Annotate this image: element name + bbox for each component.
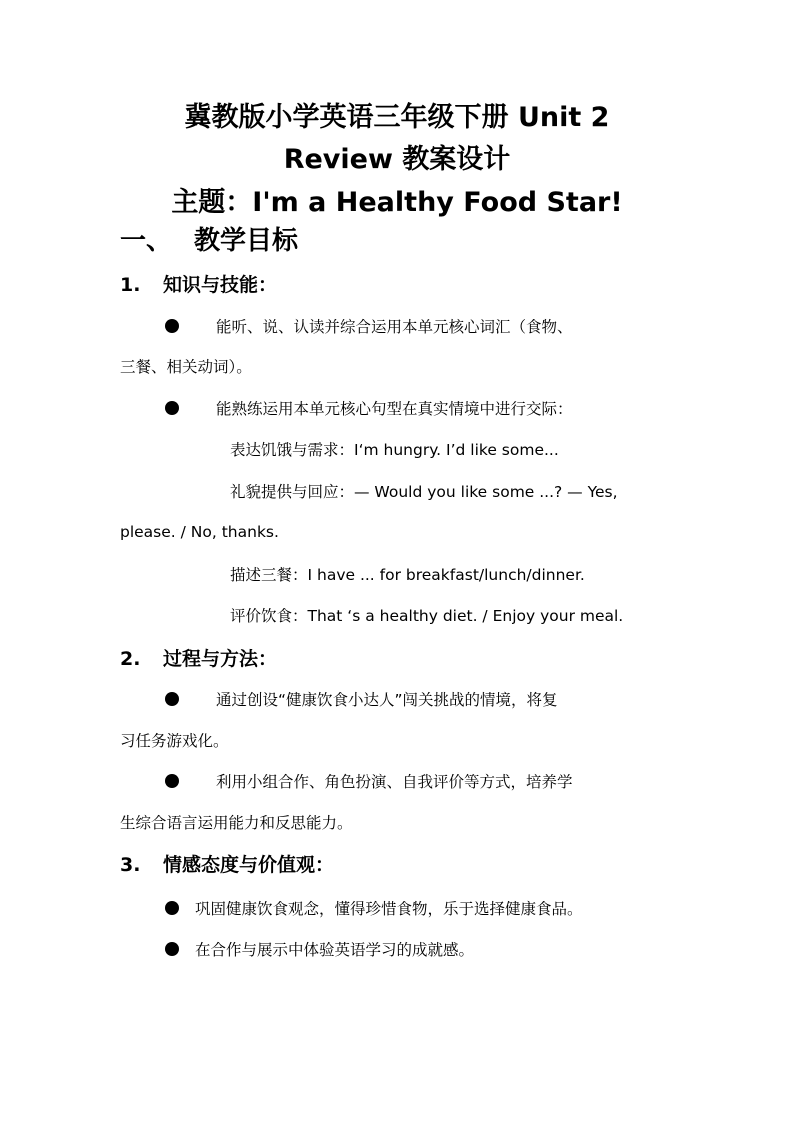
goal3-bullet1: 巩固健康饮食观念，懂得珍惜食物，乐于选择健康食品。 — [195, 900, 583, 918]
subheading-process-methods — [120, 646, 277, 672]
bullet-icon — [165, 692, 179, 706]
goal1-pattern-2-line2: please. / No, thanks. — [120, 523, 279, 541]
goal1-pattern-2-line1: 礼貌提供与回应：— Would you like some ...? — Yes, — [230, 483, 618, 501]
subheading-title: 情感态度与价值观： — [163, 854, 335, 876]
bullet-icon — [165, 401, 179, 415]
subheading-title: 过程与方法： — [163, 648, 278, 670]
goal1-pattern-4: 评价饮食：That ‘s a healthy diet. / Enjoy your meal. — [230, 607, 624, 625]
goal1-bullet1-line1: 能听、说、认读并综合运用本单元核心词汇（食物、 — [216, 318, 573, 336]
goal2-bullet2-line1: 利用小组合作、角色扮演、自我评价等方式，培养学 — [216, 773, 573, 791]
goal2-bullet1-line2: 习任务游戏化。 — [120, 732, 229, 750]
section-number: 一、 — [120, 226, 173, 256]
document-theme: 主题：I'm a Healthy Food Star! — [171, 187, 623, 218]
section-heading-teaching-goals — [120, 224, 298, 258]
goal1-pattern-1: 表达饥饿与需求：I‘m hungry. I’d like some... — [230, 441, 559, 459]
section-title: 教学目标 — [194, 226, 299, 256]
document-title-line-1: 冀教版小学英语三年级下册 Unit 2 — [184, 102, 610, 133]
goal1-bullet1-line2: 三餐、相关动词）。 — [120, 358, 252, 376]
subheading-number: 3. — [120, 854, 141, 876]
goal1-pattern-3: 描述三餐：I have ... for breakfast/lunch/dinner. — [230, 566, 585, 584]
goal1-bullet2: 能熟练运用本单元核心句型在真实情境中进行交际： — [216, 400, 573, 418]
goal2-bullet2-line2: 生综合语言运用能力和反思能力。 — [120, 814, 353, 832]
bullet-icon — [165, 901, 179, 915]
goal2-bullet1-line1: 通过创设“健康饮食小达人”闯关挑战的情境，将复 — [216, 691, 558, 709]
subheading-attitudes-values — [120, 852, 334, 878]
subheading-title: 知识与技能： — [163, 274, 278, 296]
subheading-knowledge-skills — [120, 272, 277, 298]
subheading-number: 2. — [120, 648, 141, 670]
bullet-icon — [165, 319, 179, 333]
goal3-bullet2: 在合作与展示中体验英语学习的成就感。 — [195, 941, 475, 959]
bullet-icon — [165, 774, 179, 788]
subheading-number: 1. — [120, 274, 141, 296]
bullet-icon — [165, 942, 179, 956]
document-title-line-2: Review 教案设计 — [283, 144, 511, 175]
